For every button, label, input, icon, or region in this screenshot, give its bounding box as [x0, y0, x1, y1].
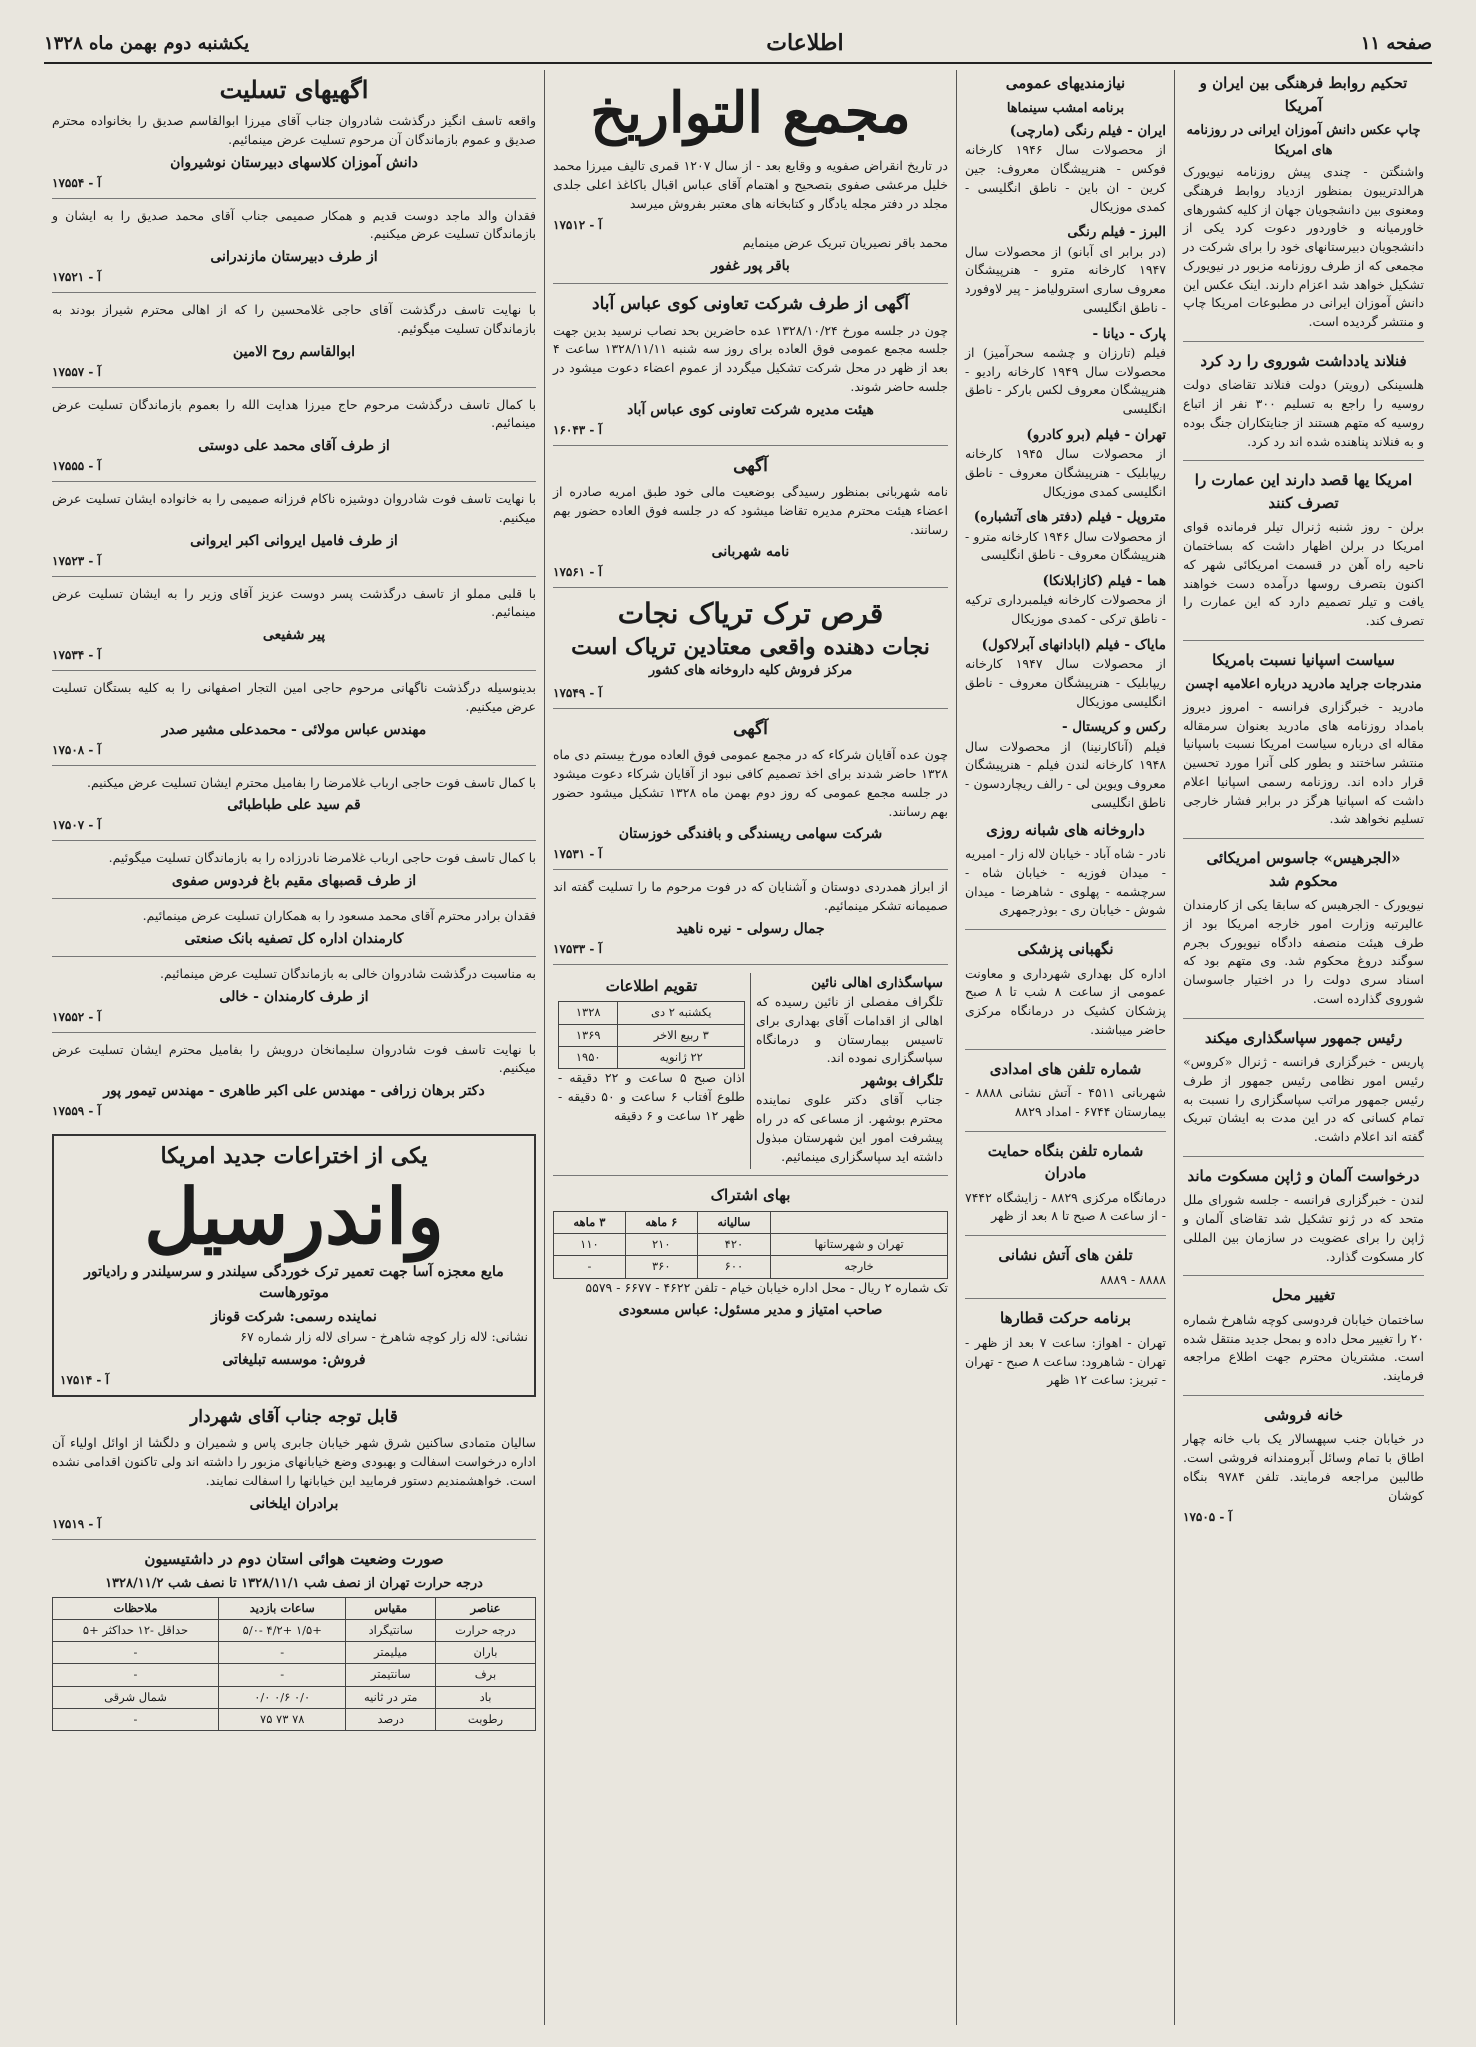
book-ad: [553, 80, 948, 284]
product-desc: مایع معجزه آسا جهت تعمیر ترک خوردگی سیلندر و سرسیلندر و رادیاتور موتورهاست: [84, 1264, 504, 1302]
table-row: [554, 1211, 948, 1233]
table-row: [554, 1234, 948, 1256]
article-body: مادرید - خبرگزاری فرانسه - امروز دیروز بامداد روزنامه های مادرید بعنوان سرمقاله مقاله ای درباره سیاست امریکا نسبت باسپانیا منتشر ساختند و بطور کلی آنرا مورد تحسین قرار داده اند. روزنامه رسمی اسپانیا اعلام داشت که اسپانیا هرگز در برابر فشار خارجی تسلیم نخواهد شد.: [1183, 698, 1424, 827]
section-title: برنامه حرکت قطارها: [1000, 1309, 1131, 1328]
ad-code: آ - ۱۷۵۱۴: [60, 1372, 109, 1387]
table-cell: -: [53, 1642, 219, 1664]
cinema-name: مایاک - فیلم (ابادانهای آبرلاکول): [981, 636, 1166, 653]
columns: [44, 70, 1432, 2025]
article-title: امریکا یها قصد دارند این عمارت را تصرف کنند: [1194, 471, 1413, 512]
table-cell: یکشنبه ۲ دی: [618, 1002, 745, 1024]
table-cell: ۱۱۰: [554, 1234, 626, 1256]
cinema-item: [965, 121, 1166, 216]
article-title: درخواست آلمان و ژاپن مسکوت ماند: [1187, 1166, 1420, 1185]
table-cell: حداقل -۱۲ حداکثر +۵: [53, 1619, 219, 1641]
table-cell: سانتیگراد: [346, 1619, 436, 1641]
table-cell: تهران و شهرستانها: [771, 1234, 948, 1256]
condolence-signature: قم سید علی طباطبائی: [227, 797, 361, 814]
article-spain: [1183, 649, 1424, 839]
condolence-signature: کارمندان اداره کل تصفیه بانک صنعتی: [184, 930, 404, 947]
notice-body: از ابراز همدردی دوستان و آشنایان که در فوت مرحوم ما را تسلیت گفته اند صمیمانه تشکر مینمائیم.: [553, 879, 948, 914]
table-cell: -: [219, 1664, 346, 1686]
condolence-text: فقدان والد ماجد دوست قدیم و همکار صمیمی جناب آقای محمد صدیق را به ایشان و بازماندگان تسلیت عرض میکنیم.: [52, 207, 536, 242]
cinema-name: البرز - فیلم رنگی: [1067, 224, 1166, 241]
cinema-item: [965, 635, 1166, 712]
ad-code: آ - ۱۷۵۰۵: [1183, 1510, 1232, 1525]
condolence-text: با نهایت تاسف درگذشت آقای حاجی غلامحسین را که از اهالی محترم شیراز بودند به بازماندگان تسلیت میگوئیم.: [52, 302, 536, 336]
telegram-title: سپاسگذاری اهالی نائین: [811, 974, 943, 991]
article-body: برلن - روز شنبه ژنرال تیلر فرمانده قوای امریکا در برلن اظهار داشت که بساختمان ناحیه راه آهن در قسمت امریکائی شهر که اکنون بتصرف روسها درآمده دست خواهند یافت و تیلر تصمیم دارد که این عمارت را تصرف کند.: [1183, 519, 1424, 628]
notice-body: چون در جلسه مورخ ۱۳۲۸/۱۰/۲۴ عده حاضرین بحد نصاب نرسید بدین جهت جلسه مجمع عمومی فوق العاده برای روز سه شنبه ۱۳۲۸/۱۱/۱۱ ساعت ۴ بعد از ظهر در محل شرکت تشکیل میگردد از عموم اعضاء دعوت میشود در جلسه حاضر شوند.: [553, 322, 948, 394]
table-row: [559, 1024, 745, 1046]
article-finland: [1183, 350, 1424, 462]
table-cell: ملاحظات: [53, 1597, 219, 1619]
table-cell: -: [53, 1664, 219, 1686]
ad-code: آ - ۱۷۵۵۷: [52, 364, 101, 379]
cinema-name: ایران - فیلم رنگی (مارچی): [1009, 123, 1166, 139]
table-cell: سانتیمتر: [346, 1664, 436, 1686]
condolence-text: با کمال تاسف فوت حاجی ارباب غلامرضا را بفامیل محترم ایشان تسلیت عرض میکنیم.: [87, 774, 536, 790]
ad-code: آ - ۱۷۵۶۱: [553, 565, 602, 580]
condolence-item: [52, 112, 536, 199]
condolence-signature: از طرف قصبهای مقیم باغ فردوس صفوی: [171, 873, 417, 889]
cinema-name: پارک - دیانا -: [1092, 325, 1166, 342]
ad-code: آ - ۱۷۵۴۹: [553, 685, 602, 700]
article-germany-japan: [1183, 1165, 1424, 1277]
section-title: نگهبانی پزشکی: [1017, 940, 1114, 958]
condolence-item: [52, 396, 536, 483]
condolence-text: با نهایت تاسف فوت شادروان سلیمانخان درویش را بفامیل محترم ایشان تسلیت عرض میکنیم.: [52, 1041, 536, 1076]
article-title: «الجرهیس» جاسوس امریکائی محکوم شد: [1206, 849, 1401, 890]
cinema-details: از محصولات سال ۱۹۴۶ کارخانه مترو - هنرپیشگان معروف - ناطق انگلیسی: [965, 528, 1166, 563]
table-row: [53, 1597, 536, 1619]
article-subtitle: مندرجات جراید مادرید درباره اعلامیه اچسن: [1185, 677, 1422, 693]
table-cell: ساعات بازدید: [219, 1597, 346, 1619]
mayor-letter: [52, 1405, 536, 1540]
subscription-table: [553, 1211, 948, 1279]
cinema-details: از محصولات سال ۱۹۴۶ کارخانه فوکس - هنرپیشگان معروف: جین کرین - ان باین - ناطق انگلیسی - کمدی موزیکال: [965, 142, 1166, 214]
ad-title: خانه فروشی: [1263, 1405, 1344, 1424]
ad-code: آ - ۱۷۵۵۵: [52, 459, 101, 473]
opium-pill-ad: [553, 596, 948, 708]
telegram-title: تلگراف بوشهر: [861, 1073, 943, 1090]
cinema-details: فیلم (آناکارنینا) از محصولات سال ۱۹۴۸ کارخانه لندن فیلم - هنرپیشگان معروف ویوین لی - رالف ریچاردسون - ناطق انگلیسی: [965, 738, 1166, 810]
telegram-body: جناب آقای دکتر علوی نماینده محترم بوشهر. از مساعی که در راه پیشرفت امور این شهرستان مبذول داشته اید سپاسگزاری مینمائیم.: [756, 1092, 943, 1164]
brand-name: واندرسیل: [144, 1171, 444, 1261]
table-cell: عناصر: [435, 1597, 535, 1619]
table-cell: ۴۲۰: [697, 1234, 770, 1256]
condolence-signature: دکتر برهان زرافی - مهندس علی اکبر طاهری - مهندس تیمور پور: [103, 1083, 485, 1099]
condolence-signature: پیر شفیعی: [262, 627, 326, 643]
cinema-heading: برنامه امشب سینماها: [1006, 100, 1125, 116]
condolence-item: [52, 774, 536, 842]
cinema-details: از محصولات سال ۱۹۴۷ کارخانه ریپابلیک - هنرپیشگان معروف - ناطق انگلیسی موزیکال: [965, 656, 1166, 709]
condolence-text: واقعه تاسف انگیز درگذشت شادروان جناب آقای میرزا ابوالقاسم صدیق را بخانواده محترم صدیق و عموم بازماندگان آن مرحوم تسلیت عرض مینمائیم.: [52, 113, 536, 147]
lower-split: [553, 973, 948, 1177]
cinema-name: هما - فیلم (کازابلانکا): [1042, 573, 1166, 589]
coop-notice: [553, 292, 948, 446]
product-address: نشانی: لاله زار کوچه شاهرخ - سرای لاله زار شماره ۶۷: [240, 1329, 528, 1345]
cinema-list: [965, 121, 1166, 813]
letter-signature: برادران ایلخانی: [249, 1495, 339, 1512]
table-cell: برف: [435, 1664, 535, 1686]
wondersil-ad: [52, 1134, 536, 1397]
product-agent: نماینده رسمی: شرکت قوناز: [211, 1309, 377, 1326]
notice-body: نامه شهربانی بمنظور رسیدگی بوضعیت مالی خود طبق امریه صادره از اعضاء هیئت محترم مدیره تقاضا میشود که در جلسه فوق العاده حضور بهم رسانند.: [553, 484, 948, 537]
condolence-signature: از طرف دبیرستان مازندرانی: [210, 249, 378, 265]
condolence-heading: اگهیهای تسلیت: [219, 75, 369, 104]
table-row: [53, 1619, 536, 1641]
table-cell: خارجه: [771, 1256, 948, 1278]
article-title: فنلاند یادداشت شوروی را رد کرد: [1200, 351, 1407, 370]
ad-code: آ - ۱۷۵۱۲: [553, 218, 602, 233]
weather-table: [52, 1597, 536, 1732]
ad-code: آ - ۱۶۰۴۳: [553, 422, 602, 437]
table-row: [53, 1664, 536, 1686]
cinema-item: [965, 717, 1166, 812]
book-title: مجمع التواریخ: [590, 80, 911, 146]
table-cell: درجه حرارت: [435, 1619, 535, 1641]
cinema-details: فیلم (تارزان و چشمه سحرآمیز) از محصولات سال ۱۹۴۹ کارخانه رادیو - هنرپیشگان معروف لکس بارکر - ناطق انگلیسی: [965, 344, 1166, 416]
fire-section: [965, 1244, 1166, 1299]
table-cell: ۲۱۰: [625, 1234, 697, 1256]
cinema-details: (در برابر ای آبانو) از محصولات سال ۱۹۴۷ کارخانه مترو - هنرپیشگان معروف ساری استرولیامز - پیر لاوفورد - ناطق انگلیسی: [965, 243, 1166, 315]
condolence-item: [52, 965, 536, 1033]
condolence-item: [52, 907, 536, 957]
notice-signature: جمال رسولی - نیره ناهید: [676, 920, 825, 937]
table-cell: مقیاس: [346, 1597, 436, 1619]
ad-tagline: نجات دهنده واقعی معتادین تریاک است: [571, 633, 930, 660]
paper-name: اطلاعات: [766, 30, 844, 56]
cinema-name: متروپل - فیلم (دفتر های آتشباره): [973, 509, 1166, 526]
table-cell: ۶۰۰: [697, 1256, 770, 1278]
table-cell: شمال شرقی: [53, 1686, 219, 1708]
condolence-signature: دانش آموزان کلاسهای دبیرستان نوشیروان: [170, 154, 418, 171]
table-cell: میلیمتر: [346, 1642, 436, 1664]
calendar-title: تقویم اطلاعات: [605, 976, 698, 995]
column-news: [1174, 70, 1432, 2025]
table-row: [53, 1642, 536, 1664]
section-body: درمانگاه مرکزی ۸۸۲۹ - زایشگاه ۷۴۴۲ - از ساعت ۸ صبح تا ۸ بعد از ظهر: [965, 1189, 1166, 1224]
article-title: سیاست اسپانیا نسبت بامریکا: [1212, 650, 1395, 669]
product-distributor: فروش: موسسه تبلیغاتی: [222, 1351, 366, 1368]
condolence-item: [52, 679, 536, 766]
page-number: صفحه ۱۱: [1360, 32, 1432, 54]
subscription-title: بهای اشتراک: [710, 1186, 791, 1205]
cinema-item: [965, 425, 1166, 502]
book-body: در تاریخ انقراض صفویه و وقایع بعد - از سال ۱۲۰۷ قمری تالیف میرزا محمد خلیل مرعشی صفوی بتصحیح و اهتمام آقای عباس اقبال باکاغذ اعلی جلدی مجلد در دفتر مجله یادگار و کتابخانه های معتبر بفروش میرسد: [553, 158, 948, 211]
ad-code: آ - ۱۷۵۵۲: [52, 1009, 101, 1024]
notice-title: آگهی از طرف شرکت تعاونی کوی عباس آباد: [592, 294, 909, 315]
letter-title: قابل توجه جناب آقای شهردار: [190, 1406, 398, 1427]
side-ad-signature: باقر پور غفور: [711, 258, 790, 275]
condolence-text: با قلبی مملو از تاسف درگذشت پسر دوست عزیز آقای وزیر را به ایشان تسلیت عرض مینمائیم.: [52, 585, 536, 620]
notice-body: چون عده آقایان شرکاء که در مجمع عمومی فوق العاده مورخ بیستم دی ماه ۱۳۲۸ حاضر شدند برای اخذ تصمیم کافی نبود از آقایان شرکاء دعوت میشود در جلسه مجمع عمومی که روز دوم بهمن ماه ۱۳۲۸ تشکیل میشود حضور بهم رسانند.: [553, 747, 949, 819]
section-title: تلفن های آتش نشانی: [998, 1246, 1133, 1264]
weather-report: [52, 1548, 536, 1738]
thanks-notice: [553, 878, 948, 965]
section-body: ۸۸۸۸ - ۸۸۸۹: [1100, 1271, 1166, 1287]
ad-code: آ - ۱۷۵۰۷: [52, 818, 101, 833]
table-row: [53, 1708, 536, 1730]
table-cell: [771, 1211, 948, 1233]
ad-code: آ - ۱۷۵۳۴: [52, 648, 101, 662]
article-body: لندن - خبرگزاری فرانسه - جلسه شورای ملل متحد که در ژنو تشکیل شد تقاضای آلمان و ژاپن را برای عضویت در سازمان بین المللی کار مسکوت گذارد.: [1183, 1192, 1424, 1264]
condolence-signature: از طرف آقای محمد علی دوستی: [198, 438, 390, 454]
condolence-item: [52, 490, 536, 577]
cinema-item: [965, 507, 1166, 565]
table-cell: رطوبت: [435, 1708, 535, 1730]
subscription-note: تک شماره ۲ ریال - محل اداره خیابان خیام - تلفن ۴۶۲۲ - ۶۶۷۷ - ۵۵۷۹: [585, 1279, 948, 1295]
article-president: [1183, 1027, 1424, 1157]
azan-times: اذان صبح ۵ ساعت و ۲۲ دقیقه - طلوع آفتاب ۶ ساعت و ۵۰ دقیقه - ظهر ۱۲ ساعت و ۶ دقیقه: [558, 1070, 746, 1123]
cinema-name: تهران - فیلم (برو کادرو): [1026, 426, 1166, 443]
condolence-signature: مهندس عباس مولائی - محمدعلی مشیر صدر: [161, 721, 427, 738]
table-cell: -: [554, 1256, 626, 1278]
condolence-signature: ابوالقاسم روح الامین: [232, 343, 356, 360]
letter-body: سالیان متمادی ساکنین شرق شهر خیابان جابری پاس و شمیران و دلگشا از اوائل اولیاء آن اداره درخواست اسفالت و بهبودی وضع خیابانهای مزبور را داشته اند ولی تاکنون اقدامی نشده است. خواهشمندیم دستور فرمایید این خیابانها را اسفالت نمایند.: [52, 1435, 536, 1488]
table-cell: +۱/۵ +۴/۲ -۵/۰: [219, 1619, 346, 1641]
cinema-item: [965, 324, 1166, 419]
table-cell: متر در ثانیه: [346, 1686, 436, 1708]
ad-code: آ - ۱۷۵۳۱: [553, 847, 602, 862]
weather-title: صورت وضعیت هوائی استان دوم در داشتیسیون: [144, 1549, 444, 1568]
notice-title: آگهی: [733, 718, 768, 739]
textile-notice: [553, 717, 948, 871]
notice-signature: شرکت سهامی ریسندگی و بافندگی خوزستان: [618, 826, 883, 843]
cinema-details: از محصولات سال ۱۹۴۵ کارخانه ریپابلیک - هنرپیشگان معروف - ناطق انگلیسی کمدی موزیکال: [965, 446, 1166, 499]
table-row: [559, 1046, 745, 1068]
condolence-item: [52, 301, 536, 388]
condolence-text: با کمال تاسف درگذشت مرحوم حاج میرزا هدایت الله را بعموم بازماندگان تسلیت عرض مینمائیم.: [52, 396, 536, 431]
table-cell: ۶ ماهه: [625, 1211, 697, 1233]
section-body: شهربانی ۴۵۱۱ - آتش نشانی ۸۸۸۸ - بیمارستان ۶۷۴۴ - امداد ۸۸۲۹: [965, 1085, 1167, 1119]
side-ad: محمد باقر نصیریان تبریک عرض مینمایم: [742, 235, 948, 251]
section-title: شماره تلفن بنگاه حمایت مادران: [987, 1141, 1144, 1182]
section-title: داروخانه های شبانه روزی: [986, 820, 1145, 839]
pharmacy-section: [965, 819, 1166, 931]
condolence-text: با کمال تاسف فوت حاجی ارباب غلامرضا نادرزاده را به بازماندگان تسلیت میگوئیم.: [108, 850, 536, 866]
ad-headline: قرص ترک تریاک نجات: [617, 597, 884, 631]
column-public-needs: [956, 70, 1174, 2025]
condolence-text: به مناسبت درگذشت شادروان خالی به بازماندگان تسلیت عرض مینمائیم.: [159, 965, 536, 981]
table-row: [53, 1686, 536, 1708]
column-ads: [544, 70, 956, 2025]
section-body: تهران - اهواز: ساعت ۷ بعد از ظهر - تهران - شاهرود: ساعت ۸ صبح - تهران - تبریز: ساعت ۱۲ ظهر: [965, 1334, 1167, 1388]
article-body: واشنگتن - چندی پیش روزنامه نیویورک هرالدتریبون بمنظور ازدیاد روابط فرهنگی ومعنوی بین دانشجویان جهان از کلیه کشورهای خاورمیانه و خاوردور دعوت کرد یکی از دانشجویان دبیرستانهای خود را برای شرکت در مجمعی که از طرف روزنامه مزبور در نیویورک تشکیل خواهد شد اعزام دارند. اینک عکس این دانش آموزان ایرانی در مطبوعات امریکا چاپ و منتشر گردیده است.: [1183, 164, 1424, 329]
article-subtitle: چاپ عکس دانش آموزان ایرانی در روزنامه های امریکا: [1186, 123, 1421, 158]
table-cell: ۱۹۵۰: [559, 1046, 618, 1068]
trains-section: [965, 1307, 1166, 1399]
ad-code: آ - ۱۷۵۵۹: [52, 1104, 101, 1118]
article-body: نیویورک - الجرهیس که سابقا یکی از کارمندان عالیرتبه وزارت امور خارجه امریکا بود از طرف هیئت منصفه دادگاه نیویورک بجرم سوگند دروغ محکوم شد. وی متهم بود که اسناد سری دولت را در اختیار جاسوسان شوروی گذارده است.: [1183, 897, 1424, 1006]
notice-signature: نامه شهربانی: [711, 544, 790, 561]
table-cell: -: [219, 1642, 346, 1664]
condolence-item: [52, 585, 536, 672]
ad-code: آ - ۱۷۵۵۴: [52, 175, 101, 190]
ad-code: آ - ۱۷۵۰۸: [52, 742, 101, 757]
table-row: [559, 1002, 745, 1024]
article-title: تحکیم روابط فرهنگی بین ایران و آمریکا: [1199, 74, 1408, 115]
article-cultural-ties: [1183, 72, 1424, 342]
table-cell: ۱۳۶۹: [559, 1024, 618, 1046]
condolence-item: [52, 1041, 536, 1127]
article-title: رئیس جمهور سپاسگذاری میکند: [1204, 1028, 1403, 1047]
ad-relocation: [1183, 1284, 1424, 1396]
calendar-box: [553, 973, 751, 1170]
section-body: نادر - شاه آباد - خیابان لاله زار - امیریه - میدان فوزیه - خیابان شاه - سرچشمه - پهلوی - شاهرضا - میدان شوش - خیابان ری - بوذرجمهری: [965, 846, 1166, 918]
police-notice: [553, 454, 948, 589]
ad-code: آ - ۱۷۵۲۳: [52, 553, 101, 568]
masthead: [44, 30, 1432, 64]
publisher: صاحب امتیاز و مدیر مسئول: عباس مسعودی: [618, 1302, 883, 1319]
weather-subtitle: درجه حرارت تهران از نصف شب ۱۳۲۸/۱۱/۱ تا نصف شب ۱۳۲۸/۱۱/۲: [105, 1576, 483, 1592]
cinema-name: رکس و کریستال -: [1061, 719, 1166, 736]
cinema-item: [965, 222, 1166, 317]
condolence-item: [52, 207, 536, 294]
ad-note: مرکز فروش کلیه داروخانه های کشور: [648, 663, 853, 679]
condolence-text: فقدان برادر محترم آقای محمد مسعود را به همکاران تسلیت عرض مینمائیم.: [142, 908, 536, 923]
telegrams: [751, 973, 948, 1170]
notice-signature: هیئت مدیره شرکت تعاونی کوی عباس آباد: [627, 401, 874, 418]
emergency-section: [965, 1058, 1166, 1132]
column-condolences: [44, 70, 544, 2025]
clinic-section: [965, 1140, 1166, 1237]
table-cell: ۱۳۲۸: [559, 1002, 618, 1024]
article-body: پاریس - خبرگزاری فرانسه - ژنرال «کروس» رئیس امور نظامی رئیس جمهور از طرف رئیس جمهور مراتب سپاسگزاری را نسبت به تمام کسانی که در این مدت به ایشان تبریک گفته اند اعلام داشت.: [1183, 1054, 1424, 1144]
section-title: شماره تلفن های امدادی: [989, 1059, 1142, 1078]
condolence-list: [52, 112, 536, 1126]
telegram-body: تلگراف مفصلی از نائین رسیده که اهالی از اقدامات آقای بهداری برای تاسیس بیمارستان و درمانگاه سپاسگزاری نموده اند.: [756, 994, 943, 1066]
table-cell: ۰/۰ ۰/۶ ۰/۰: [219, 1686, 346, 1708]
issue-date: یکشنبه دوم بهمن ماه ۱۳۲۸: [44, 32, 250, 54]
table-cell: ۲۲ ژانویه: [618, 1046, 745, 1068]
article-berlin: [1183, 469, 1424, 641]
condolence-text: با نهایت تاسف فوت شادروان دوشیزه ناکام فرزانه صمیمی را به خانواده ایشان تسلیت عرض میکنیم.: [52, 491, 536, 525]
table-cell: ۳ ماهه: [554, 1211, 626, 1233]
article-body: هلسینکی (رویتر) دولت فنلاند تقاضای دولت روسیه را راجع به تسلیم ۳۰۰ نفر از اتباع روسیه که متهم هستند از جنایتکاران جنگ بوده و به فنلاند پناهنده شده اند رد کرد.: [1183, 377, 1425, 449]
condolence-text: بدینوسیله درگذشت ناگهانی مرحوم حاجی امین التجار اصفهانی را به کلیه بستگان تسلیت عرض میکنیم.: [52, 680, 536, 714]
article-hiss: [1183, 847, 1424, 1019]
calendar-table: [558, 1001, 745, 1069]
table-cell: ۷۸ ۷۳ ۷۵: [219, 1708, 346, 1730]
ad-code: آ - ۱۷۵۳۳: [553, 941, 602, 956]
condolence-signature: از طرف فامیل ایروانی اکبر ایروانی: [190, 532, 398, 549]
table-cell: باران: [435, 1642, 535, 1664]
ad-body: ساختمان خیابان فردوسی کوچه شاهرخ شماره ۲۰ را تغییر محل داده و بمحل جدید منتقل شده است. مشتریان محترم جهت اطلاع مراجعه فرمایند.: [1183, 1311, 1424, 1383]
section-body: اداره کل بهداری شهرداری و معاونت عمومی از ساعت ۸ شب تا ۸ صبح پزشکان کشیک در درمانگاه مرکزی حاضر میباشند.: [965, 965, 1167, 1037]
condolence-item: [52, 849, 536, 899]
table-cell: درصد: [346, 1708, 436, 1730]
table-cell: -: [53, 1708, 219, 1730]
ad-house-sale: [1183, 1404, 1424, 1533]
ad-body: در خیابان جنب سپهسالار یک باب خانه چهار اطاق با تمام وسائل آبرومندانه فروشی است. طالبین مراجعه فرمایند. تلفن ۹۷۸۴ بنگاه کوشان: [1183, 1431, 1424, 1503]
table-cell: ۳ ربیع الاخر: [618, 1024, 745, 1046]
ad-kicker: یکی از اختراعات جدید امریکا: [160, 1143, 428, 1169]
table-cell: ۳۶۰: [625, 1256, 697, 1278]
notice-title: آگهی: [733, 455, 768, 476]
medical-watch-section: [965, 938, 1166, 1050]
cinema-item: [965, 571, 1166, 629]
table-cell: سالیانه: [697, 1211, 770, 1233]
ad-code: آ - ۱۷۵۱۹: [52, 1516, 101, 1531]
condolence-signature: از طرف کارمندان - خالی: [219, 988, 369, 1005]
ad-code: آ - ۱۷۵۲۱: [52, 270, 101, 284]
table-row: [554, 1256, 948, 1278]
subscription-box: [553, 1184, 948, 1327]
section-heading: نیازمندیهای عمومی: [1005, 74, 1126, 92]
table-cell: باد: [435, 1686, 535, 1708]
ad-title: تغییر محل: [1271, 1286, 1336, 1305]
cinema-details: از محصولات کارخانه فیلمبرداری ترکیه - ناطق ترکی - کمدی موزیکال: [965, 592, 1166, 626]
